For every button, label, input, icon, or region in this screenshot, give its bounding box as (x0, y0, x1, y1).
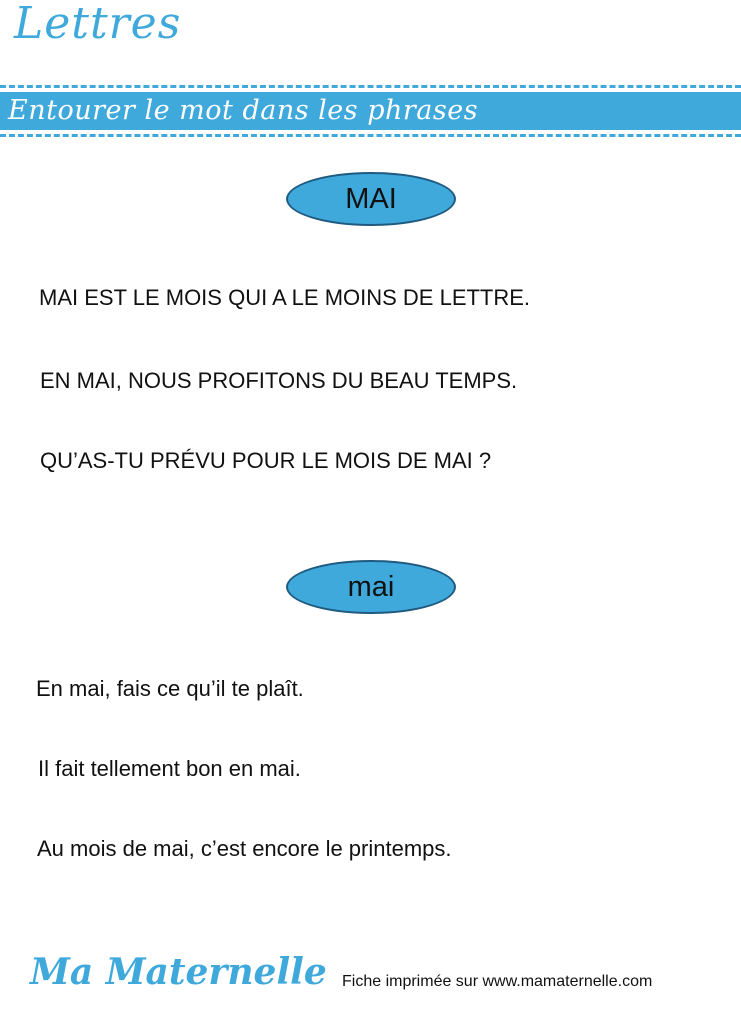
instruction-text: Entourer le mot dans les phrases (8, 95, 479, 126)
sentence-uppercase-3: QU’AS-TU PRÉVU POUR LE MOIS DE MAI ? (40, 448, 492, 473)
target-word-badge-lowercase: mai (286, 560, 456, 614)
footer-print-note: Fiche imprimée sur www.mamaternelle.com (342, 973, 653, 990)
sentence-uppercase-2: EN MAI, NOUS PROFITONS DU BEAU TEMPS. (40, 368, 518, 393)
sentence-uppercase-1: MAI EST LE MOIS QUI A LE MOINS DE LETTRE. (39, 285, 531, 310)
sentence-lowercase-2: Il fait tellement bon en mai. (38, 756, 301, 781)
sentence-lowercase-1: En mai, fais ce qu’il te plaît. (36, 676, 304, 701)
target-word-badge-uppercase: MAI (286, 172, 456, 226)
page-title: Lettres (14, 0, 182, 49)
brand-logo: Ma Maternelle (30, 951, 327, 993)
sentence-lowercase-3: Au mois de mai, c’est encore le printemps. (37, 836, 452, 861)
